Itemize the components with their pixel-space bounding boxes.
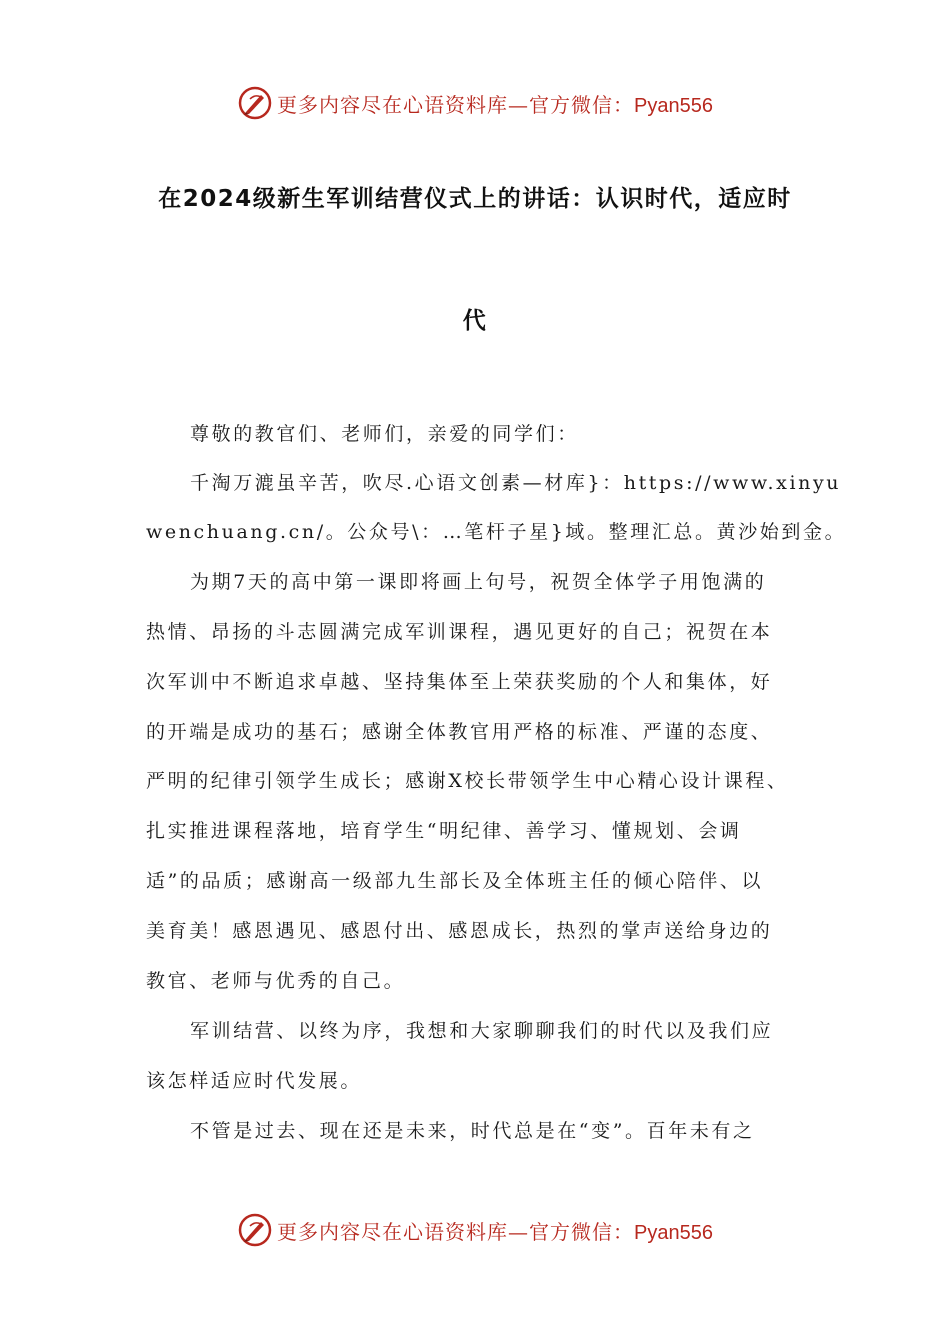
body-line: 不管是过去、现在还是未来，时代总是在“变”。百年未有之 — [190, 1120, 755, 1142]
pen-logo-icon — [237, 1212, 273, 1248]
wechat-id: Pyan556 — [634, 1221, 713, 1244]
pen-logo-icon — [237, 85, 273, 121]
body-line: 美育美！感恩遇见、感恩付出、感恩成长，热烈的掌声送给身边的 — [146, 920, 773, 942]
body-line: 适”的品质；感谢高一级部九生部长及全体班主任的倾心陪伴、以 — [146, 870, 764, 892]
body-line: 军训结营、以终为序，我想和大家聊聊我们的时代以及我们应 — [190, 1020, 774, 1042]
banner-text: 更多内容尽在心语资料库—官方微信：Pyan556 — [277, 1219, 713, 1244]
body-line: 次军训中不断追求卓越、坚持集体至上荣获奖励的个人和集体，好 — [146, 671, 773, 693]
body-line: 严明的纪律引领学生成长；感谢X校长带领学生中心精心设计课程、 — [146, 770, 789, 792]
body-line: 为期7天的高中第一课即将画上句号，祝贺全体学子用饱满的 — [190, 571, 767, 593]
footer-banner — [0, 1208, 950, 1252]
body-line: wenchuang.cn/。公众号\：…笔杆子星}域。整理汇总。黄沙始到金。 — [146, 521, 847, 543]
body-line: 该怎样适应时代发展。 — [146, 1070, 363, 1092]
body-line: 热情、昂扬的斗志圆满完成军训课程，遇见更好的自己；祝贺在本 — [146, 621, 773, 643]
salutation: 尊敬的教官们、老师们，亲爱的同学们： — [190, 423, 579, 445]
document-title-line-1: 在2024级新生军训结营仪式上的讲话：认识时代，适应时 — [158, 186, 792, 212]
banner-text: 更多内容尽在心语资料库—官方微信：Pyan556 — [277, 92, 713, 117]
body-line: 千淘万漉虽辛苦，吹尽.心语文创素—材库}：https://www.xinyu — [190, 472, 842, 494]
body-line: 教官、老师与优秀的自己。 — [146, 970, 406, 992]
body-line: 的开端是成功的基石；感谢全体教官用严格的标准、严谨的态度、 — [146, 721, 773, 743]
body-line: 扎实推进课程落地，培育学生“明纪律、善学习、懂规划、会调 — [146, 820, 742, 842]
header-banner — [0, 81, 950, 125]
wechat-id: Pyan556 — [634, 94, 713, 117]
document-title-line-2: 代 — [462, 308, 488, 334]
